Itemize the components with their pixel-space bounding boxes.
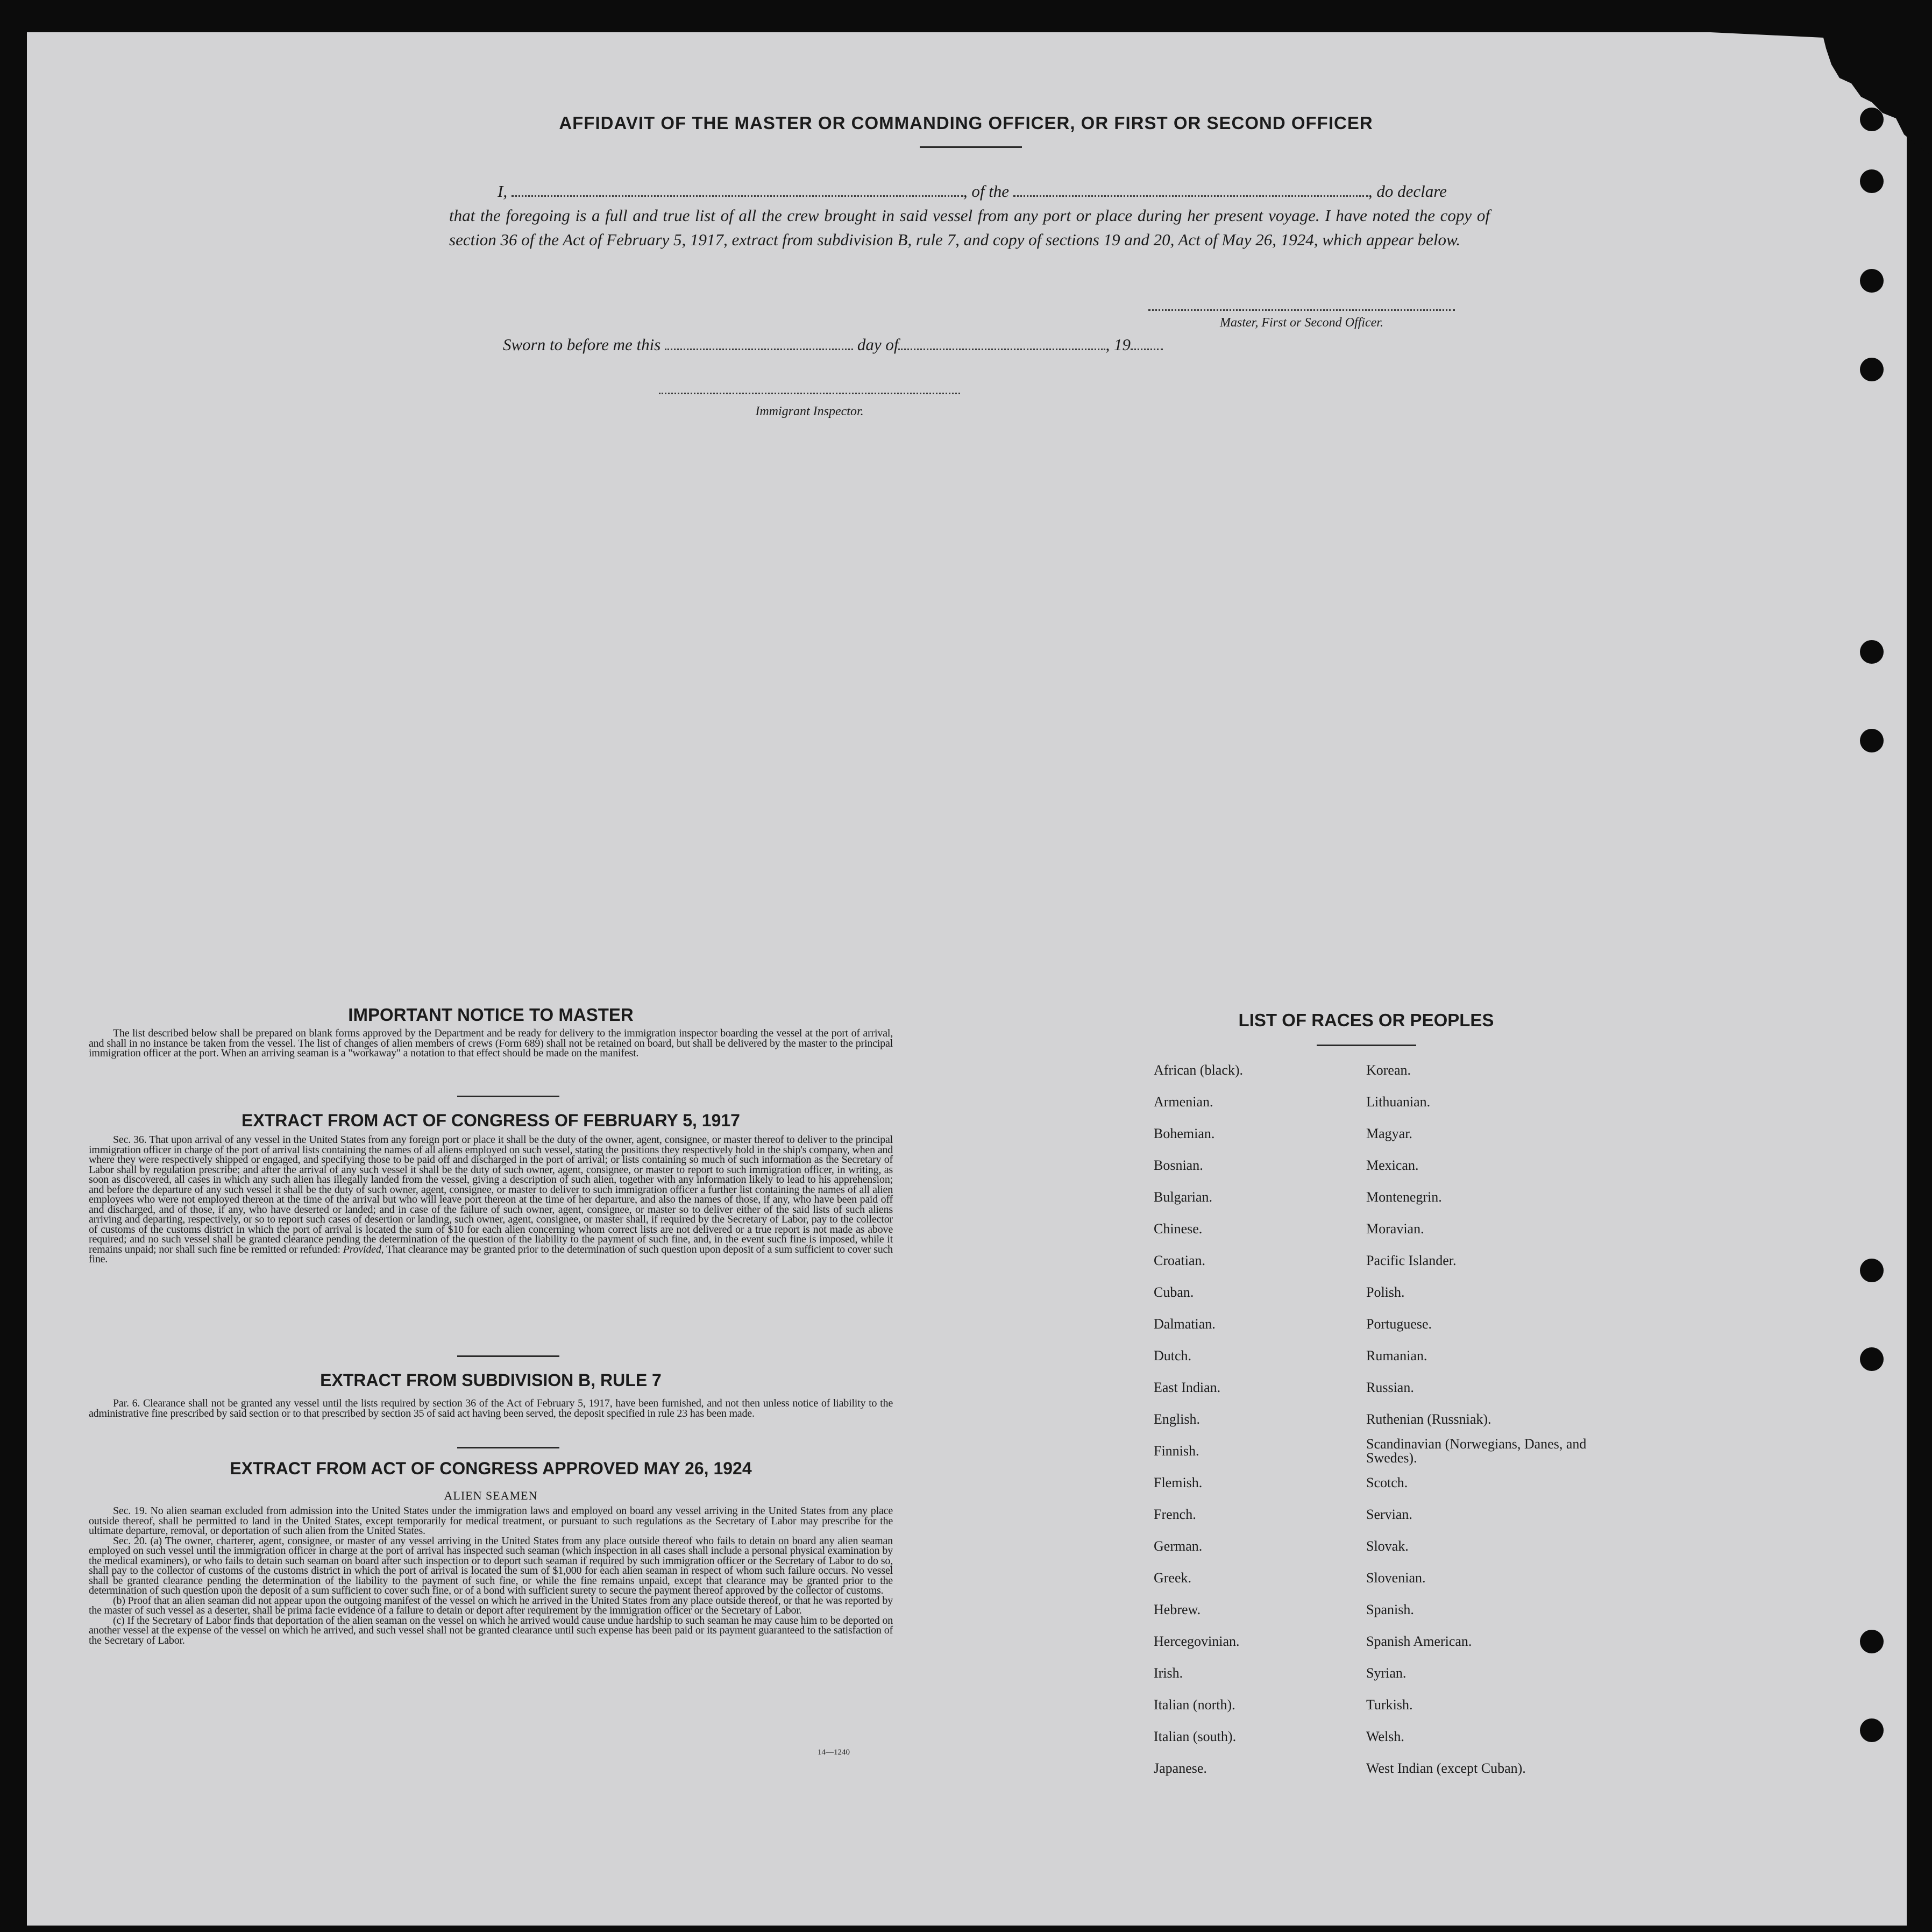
race-item: Chinese. — [1154, 1221, 1203, 1237]
sec-36-body: That upon arrival of any vessel in the United States from any foreign port or place it shall be the duty of the owner, agent, consignee, or master thereof to deliver to the principal immigration officer in charge of the port of arrival lists containing the names of all aliens employed on such vessel, stating the positions they respectively hold in the ship's company, when and where they were respectively shipped or engaged, and specifying those to be paid off and discharged in the port of arrival; or lists containing so much of such information as the Secretary of Labor shall by regulation prescribe; and after the arrival of any such vessel it shall be the duty of such owner, agent, consignee, or master to report to such immigration officer, in writing, as soon as discovered, all cases in which any such alien has illegally landed from the vessel, giving a description of such alien, together with any information likely to lead to his apprehension; and before the departure of any such vessel it shall be the duty of such owner, agent, consignee, or master to deliver to such immigration officer a further list containing the names of all alien employees who were not employed thereon at the time of the arrival but who will leave port thereon at the time of her departure, and also the names of those, if any, who have been paid off and discharged, and of those, if any, who have deserted or landed; and in case of the failure of such owner, agent, consignee, or master so to deliver either of the said lists of such aliens arriving and departing, respectively, or so to report such cases of desertion or landing, such owner, agent, consignee, or master shall, if required by the Secretary of Labor, pay to the collector of customs of the customs district in which the port of arrival is located the sum of $10 for each alien concerning whom correct lists are not delivered or a true report is not made as above required; and no such vessel shall be granted clearance pending the determination of the question of the liability to the payment of such fine, and, in the event such fine is imposed, while it remains unpaid; nor shall such fine be remitted or refunded: — [89, 1134, 893, 1255]
section-divider — [457, 1355, 559, 1357]
master-signature-label: Master, First or Second Officer. — [1220, 316, 1383, 330]
affidavit-text — [449, 179, 1490, 252]
race-item: Greek. — [1154, 1570, 1192, 1586]
race-item: Montenegrin. — [1366, 1189, 1442, 1205]
rule-7-body: Par. 6. Clearance shall not be granted any vessel until the lists required by section 36 of the Act of February 5, 1917, have been furnished, and not then unless notice of liability to the administrative fine prescribed by said section or to that prescribed by section 35 of said act having been served, the deposit specified in rule 23 has been made. — [89, 1397, 893, 1419]
punch-hole — [1860, 1630, 1884, 1653]
race-item: French. — [1154, 1507, 1196, 1522]
of-the-label: , of the — [963, 182, 1010, 201]
extract-1924-title: EXTRACT FROM ACT OF CONGRESS APPROVED MAY 26, 1924 — [230, 1459, 752, 1478]
race-item: Hebrew. — [1154, 1602, 1201, 1617]
sworn-day-field[interactable] — [665, 333, 853, 350]
master-signature-line[interactable] — [1148, 309, 1455, 311]
race-item: Italian (north). — [1154, 1697, 1235, 1713]
races-column-right — [1366, 1054, 1597, 1784]
race-item: African (black). — [1154, 1062, 1244, 1078]
race-item: Turkish. — [1366, 1697, 1413, 1713]
sec-20a: Sec. 20. (a) The owner, charterer, agent, consignee, or master of any vessel arriving in the United States from any place outside thereof who fails to detain on board any alien seaman employed on such vessel until the immigration officer in charge at the port of arrival has inspected such seaman (which inspection in all cases shall include a personal physical examination by the medical examiners), or who fails to detain such seaman on board after such inspection or to deport such seaman if required by such immigration officer or the Secretary of Labor to do so, shall pay to the collector of customs of the customs district in which the port of arrival is located the sum of $1,000 for each alien seaman in respect of whom such failure occurs. No vessel shall be granted clearance pending the determination of the liability to the payment of such fine, or while the fine remains unpaid, except that clearance may be granted prior to the determination of such question upon the deposit of a sum sufficient to cover such fine, or of a bond with sufficient surety to secure the payment thereof approved by the collector of customs. — [89, 1535, 893, 1596]
punch-hole — [1860, 640, 1884, 664]
rule-7-title: EXTRACT FROM SUBDIVISION B, RULE 7 — [320, 1370, 662, 1390]
torn-corner — [1710, 32, 1932, 156]
races-title: LIST OF RACES OR PEOPLES — [1238, 1010, 1494, 1030]
race-item: Bosnian. — [1154, 1157, 1203, 1173]
race-item: Servian. — [1366, 1507, 1412, 1522]
race-item: Japanese. — [1154, 1760, 1207, 1776]
race-item: Bohemian. — [1154, 1126, 1215, 1141]
race-item: Finnish. — [1154, 1443, 1199, 1459]
race-item: Rumanian. — [1366, 1348, 1427, 1363]
race-item: Cuban. — [1154, 1284, 1194, 1300]
punch-hole — [1860, 169, 1884, 193]
race-item: Welsh. — [1366, 1729, 1404, 1744]
race-item: Magyar. — [1366, 1126, 1412, 1141]
race-item: Pacific Islander. — [1366, 1253, 1457, 1268]
notice-body: The list described below shall be prepared on blank forms approved by the Department and be ready for delivery to the immigration inspector boarding the vessel at the port of arrival, and shall in no instance be taken from the vessel. The list of changes of alien members of crews (Form 689) shall not be retained on board, but shall be delivered by the master to the principal immigration officer at the port. When an arriving seaman is a "workaway" a notation to that effect should be made on the manifest. — [89, 1027, 893, 1059]
races-divider — [1317, 1045, 1416, 1046]
notice-title: IMPORTANT NOTICE TO MASTER — [348, 1005, 634, 1025]
race-item: Italian (south). — [1154, 1729, 1237, 1744]
race-item: Scandinavian (Norwegians, Danes, and Swedes). — [1366, 1436, 1587, 1466]
extract-1917-text — [89, 1135, 893, 1265]
punch-hole — [1860, 1347, 1884, 1371]
punch-hole — [1860, 269, 1884, 293]
punch-hole — [1860, 358, 1884, 381]
race-item: Moravian. — [1366, 1221, 1424, 1237]
proviso-word: Provided, — [343, 1243, 384, 1255]
sworn-year-field[interactable] — [1131, 333, 1163, 350]
section-divider — [457, 1447, 559, 1448]
race-item: East Indian. — [1154, 1380, 1221, 1395]
sec-19: Sec. 19. No alien seaman excluded from admission into the United States under the immigration laws and employed on board any vessel arriving in the United States from any place outside thereof, shall be permitted to land in the United States, except temporarily for medical treatment, or pursuant to such regulations as the Secretary of Labor may prescribe for the ultimate departure, removal, or deportation of such alien from the United States. — [89, 1505, 893, 1537]
rule-7-text — [89, 1398, 893, 1418]
do-declare-label: , do declare — [1368, 182, 1447, 201]
sec-20c: (c) If the Secretary of Labor finds that deportation of the alien seaman on the vessel on which he arrived would cause undue hardship to such seaman he may cause him to be deported on another vessel at the expense of the vessel on which he arrived, and such vessel shall not be granted clearance until such expense has been paid or its payment guaranteed to the satisfaction of the Secretary of Labor. — [89, 1614, 893, 1646]
declaration-body: that the foregoing is a full and true list of all the crew brought in said vessel from any port or place during her present voyage. I have noted the copy of section 36 of the Act of February 5, 1917, extract from subdivision B, rule 7, and copy of sections 19 and 20, Act of May 26, 1924, which appear below. — [449, 206, 1490, 249]
sec-36 — [89, 1135, 893, 1265]
race-item: Korean. — [1366, 1062, 1411, 1078]
race-item: Slovak. — [1366, 1538, 1409, 1554]
extract-1917-title: EXTRACT FROM ACT OF CONGRESS OF FEBRUARY 5, 1917 — [242, 1111, 740, 1130]
alien-seamen-subtitle: ALIEN SEAMEN — [444, 1489, 538, 1502]
race-item: Portuguese. — [1366, 1316, 1432, 1332]
name-field[interactable] — [512, 180, 963, 197]
proviso-text: That clearance may be granted prior to the determination of such question upon deposit of a sum sufficient to cover such fine. — [89, 1243, 893, 1265]
race-item: English. — [1154, 1411, 1200, 1427]
title-divider — [920, 146, 1022, 148]
notice-text — [89, 1028, 893, 1059]
vessel-field[interactable] — [1013, 180, 1368, 197]
race-item: Irish. — [1154, 1665, 1183, 1681]
race-item: Dalmatian. — [1154, 1316, 1216, 1332]
race-item: Slovenian. — [1366, 1570, 1426, 1586]
inspector-signature-line[interactable] — [659, 393, 960, 394]
sworn-label: Sworn to before me this — [503, 335, 661, 354]
race-item: German. — [1154, 1538, 1203, 1554]
sec-36-label: Sec. 36. — [113, 1134, 147, 1146]
race-item: Russian. — [1366, 1380, 1414, 1395]
punch-hole — [1860, 1259, 1884, 1282]
declaration-line — [449, 179, 1490, 203]
race-item: Spanish. — [1366, 1602, 1414, 1617]
sec-20b: (b) Proof that an alien seaman did not appear upon the outgoing manifest of the vessel on which he arrived in the United States from any place outside thereof, or that he was reported by the master of such vessel as a deserter, shall be prima facie evidence of a failure to detain or deport after requirement by the immigration officer or the Secretary of Labor. — [89, 1594, 893, 1616]
race-item: Armenian. — [1154, 1094, 1213, 1110]
pre-i-label: I, — [498, 182, 508, 201]
form-number: 14—1240 — [818, 1748, 850, 1757]
section-divider — [457, 1096, 559, 1097]
day-of-label: day of — [857, 335, 899, 354]
punch-hole — [1860, 729, 1884, 752]
race-item: Mexican. — [1366, 1157, 1419, 1173]
race-item: West Indian (except Cuban). — [1366, 1760, 1526, 1776]
race-item: Polish. — [1366, 1284, 1405, 1300]
race-item: Lithuanian. — [1366, 1094, 1431, 1110]
extract-1924-text — [89, 1506, 893, 1645]
year-prefix-label: , 19 — [1105, 335, 1131, 354]
race-item: Syrian. — [1366, 1665, 1407, 1681]
affidavit-title: AFFIDAVIT OF THE MASTER OR COMMANDING OFFICER, OR FIRST OR SECOND OFFICER — [559, 113, 1373, 133]
punch-hole — [1860, 1718, 1884, 1742]
race-item: Flemish. — [1154, 1475, 1203, 1490]
race-item: Bulgarian. — [1154, 1189, 1213, 1205]
inspector-signature-label: Immigrant Inspector. — [755, 404, 864, 418]
race-item: Hercegovinian. — [1154, 1633, 1240, 1649]
sworn-month-field[interactable] — [898, 333, 1105, 350]
sworn-line — [503, 333, 1163, 354]
race-item: Croatian. — [1154, 1253, 1206, 1268]
race-item: Scotch. — [1366, 1475, 1408, 1490]
races-column-left — [1154, 1054, 1369, 1784]
race-item: Dutch. — [1154, 1348, 1192, 1363]
race-item: Spanish American. — [1366, 1633, 1472, 1649]
race-item: Ruthenian (Russniak). — [1366, 1411, 1491, 1427]
